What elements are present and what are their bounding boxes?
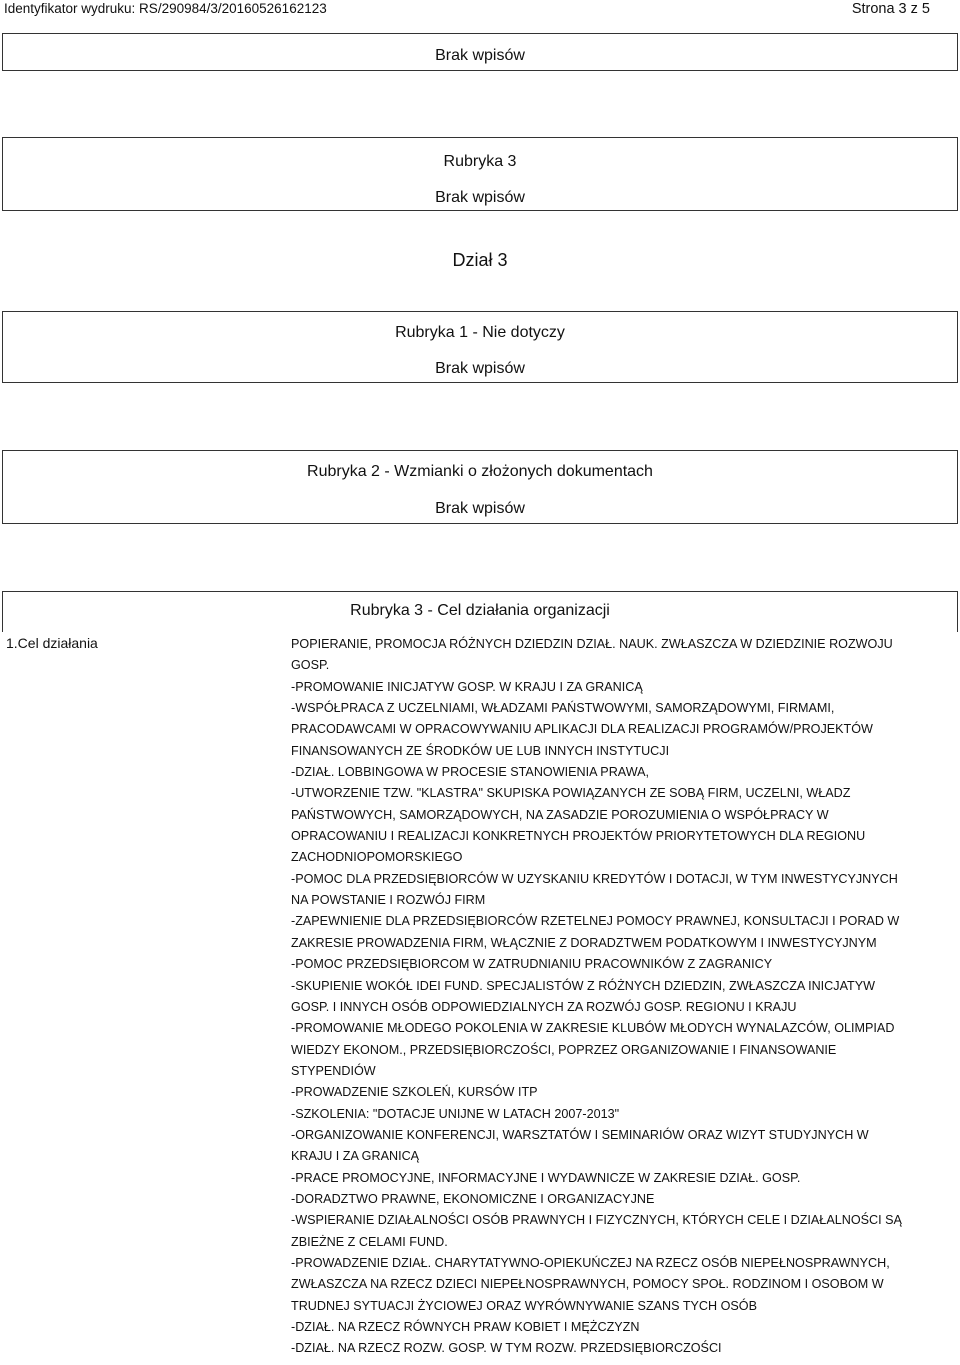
cel-line: GOSP. I INNYCH OSÓB ODPOWIEDZIALNYCH ZA ROZWÓJ GOSP. REGIONU I KRAJU: [291, 999, 797, 1014]
empty-text: Brak wpisów: [435, 47, 525, 64]
cel-line: ZBIEŻNE Z CELAMI FUND.: [291, 1234, 448, 1249]
cel-content: [291, 634, 951, 1360]
cel-line: WIEDZY EKONOM., PRZEDSIĘBIORCZOŚCI, POPRZEZ ORGANIZOWANIE I FINANSOWANIE: [291, 1042, 837, 1057]
section-title: Dział 3: [452, 250, 508, 270]
cel-line: FINANSOWANYCH ZE ŚRODKÓW UE LUB INNYCH INSTYTUCJI: [291, 743, 670, 758]
cel-line: PRACODAWCAMI W OPRACOWYWANIU APLIKACJI DLA REALIZACJI PROGRAMÓW/PROJEKTÓW: [291, 722, 873, 737]
cel-line: -DORADZTWO PRAWNE, EKONOMICZNE I ORGANIZACYJNE: [291, 1191, 655, 1206]
cel-box-header: [2, 591, 958, 632]
empty-text: Brak wpisów: [435, 360, 525, 377]
rubryka1-title: Rubryka 1 - Nie dotyczy: [395, 324, 565, 341]
cel-line: ZAKRESIE PROWADZENIA FIRM, WŁĄCZNIE Z DORADZTWEM PODATKOWYM I INWESTYCYJNYM: [291, 935, 877, 950]
cel-line: -DZIAŁ. LOBBINGOWA W PROCESIE STANOWIENIA PRAWA,: [291, 765, 650, 780]
row-label: 1.Cel działania: [6, 635, 98, 651]
cel-line: -PROWADZENIE SZKOLEŃ, KURSÓW ITP: [291, 1085, 538, 1100]
top-box: [2, 33, 958, 71]
rubryka3-box: [2, 137, 958, 211]
empty-text: Brak wpisów: [435, 189, 525, 206]
cel-line: -PROMOWANIE MŁODEGO POKOLENIA W ZAKRESIE KLUBÓW MŁODYCH WYNALAZCÓW, OLIMPIAD: [291, 1021, 895, 1036]
cel-line: OPRACOWANIU I REALIZACJI KONKRETNYCH PROJEKTÓW PRIORYTETOWYCH DLA REGIONU: [291, 829, 866, 844]
rubryka1-box: [2, 311, 958, 383]
rubryka2-title: Rubryka 2 - Wzmianki o złożonych dokumentach: [307, 463, 653, 480]
cel-line: STYPENDIÓW: [291, 1063, 376, 1078]
cel-line: -PROMOWANIE INICJATYW GOSP. W KRAJU I ZA GRANICĄ: [291, 679, 643, 694]
cel-line: -DZIAŁ. NA RZECZ ROZW. GOSP. W TYM ROZW. PRZEDSIĘBIORCZOŚCI: [291, 1341, 722, 1356]
page-number: Strona 3 z 5: [851, 1, 930, 17]
cel-line: PAŃSTWOWYCH, SAMORZĄDOWYCH, NA ZASADZIE POROZUMIENIA O WSPÓŁPRACY W: [291, 807, 829, 822]
cel-line: TRUDNEJ SYTUACJI ŻYCIOWEJ ORAZ WYRÓWNYWANIE SZANS TYCH OSÓB: [291, 1298, 757, 1313]
cel-line: -WSPÓŁPRACA Z UCZELNIAMI, WŁADZAMI PAŃSTWOWYMI, SAMORZĄDOWYMI, FIRMAMI,: [291, 701, 835, 716]
rubryka3-title: Rubryka 3: [443, 153, 517, 170]
print-header: [0, 0, 960, 20]
cel-line: -PROWADZENIE DZIAŁ. CHARYTATYWNO-OPIEKUŃCZEJ NA RZECZ OSÓB NIEPEŁNOSPRAWNYCH,: [291, 1255, 890, 1270]
print-identifier: Identyfikator wydruku: RS/290984/3/20160526162123: [4, 1, 327, 16]
empty-text: Brak wpisów: [435, 500, 525, 517]
cel-line: -WSPIERANIE DZIAŁALNOŚCI OSÓB PRAWNYCH I FIZYCZNYCH, KTÓRYCH CELE I DZIAŁALNOŚCI SĄ: [291, 1213, 902, 1228]
cel-line: -POMOC DLA PRZEDSIĘBIORCÓW W UZYSKANIU KREDYTÓW I DOTACJI, W TYM INWESTYCYJNYCH: [291, 871, 898, 886]
rubryka2-box: [2, 450, 958, 524]
cel-line: ZWŁASZCZA NA RZECZ DZIECI NIEPEŁNOSPRAWNYCH, POMOCY SPOŁ. RODZINOM I OSOBOM W: [291, 1277, 884, 1292]
cel-line: -UTWORZENIE TZW. "KLASTRA" SKUPISKA POWIĄZANYCH ZE SOBĄ FIRM, UCZELNI, WŁADZ: [291, 786, 851, 801]
cel-line: NA POWSTANIE I ROZWÓJ FIRM: [291, 893, 486, 908]
cel-line: -DZIAŁ. NA RZECZ RÓWNYCH PRAW KOBIET I MĘŻCZYZN: [291, 1320, 640, 1334]
cel-line: -POMOC PRZEDSIĘBIORCOM W ZATRUDNIANIU PRACOWNIKÓW Z ZAGRANICY: [291, 957, 773, 972]
cel-line: POPIERANIE, PROMOCJA RÓŻNYCH DZIEDZIN DZIAŁ. NAUK. ZWŁASZCZA W DZIEDZINIE ROZWOJU: [291, 637, 893, 651]
cel-line: GOSP.: [291, 658, 330, 673]
cel-line: -ZAPEWNIENIE DLA PRZEDSIĘBIORCÓW RZETELNEJ POMOCY PRAWNEJ, KONSULTACJI I PORAD W: [291, 914, 900, 929]
cel-line: -SKUPIENIE WOKÓŁ IDEI FUND. SPECJALISTÓW Z RÓŻNYCH DZIEDZIN, ZWŁASZCZA INICJATYW: [291, 978, 876, 993]
cel-line: ZACHODNIOPOMORSKIEGO: [291, 850, 463, 865]
cel-line: -PRACE PROMOCYJNE, INFORMACYJNE I WYDAWNICZE W ZAKRESIE DZIAŁ. GOSP.: [291, 1170, 801, 1185]
cel-title: Rubryka 3 - Cel działania organizacji: [350, 602, 610, 619]
cel-line: -ORGANIZOWANIE KONFERENCJI, WARSZTATÓW I SEMINARIÓW ORAZ WIZYT STUDYJNYCH W: [291, 1127, 869, 1142]
cel-line: KRAJU I ZA GRANICĄ: [291, 1149, 420, 1164]
cel-line: -SZKOLENIA: "DOTACJE UNIJNE W LATACH 2007-2013": [291, 1106, 620, 1121]
